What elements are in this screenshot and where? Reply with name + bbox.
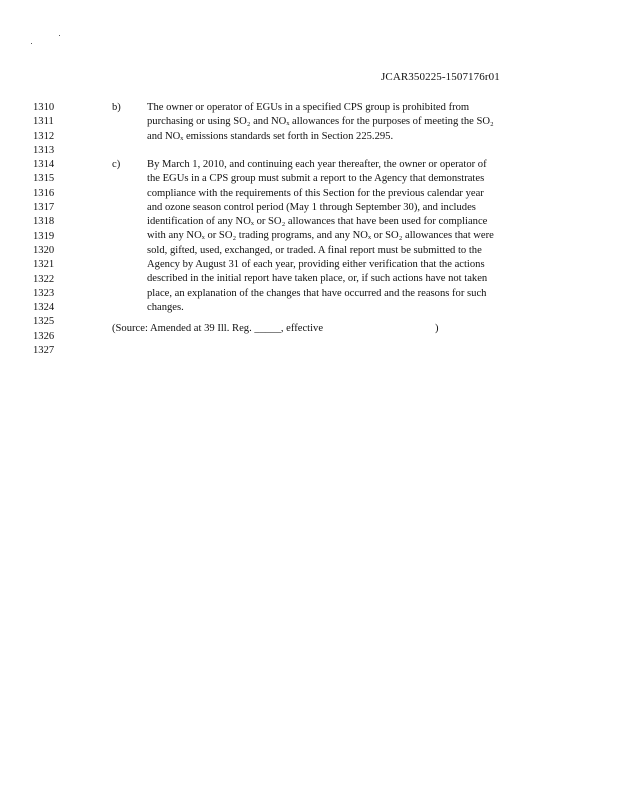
scan-speck: [31, 43, 32, 44]
paragraph-c: [147, 158, 537, 315]
paragraph-c-line: Agency by August 31 of each year, providing either verification that the actions: [147, 259, 485, 271]
line-number: 1310: [33, 102, 55, 113]
line-number: 1314: [33, 159, 55, 171]
line-number: 1324: [33, 302, 55, 314]
paragraph-b-line: purchasing or using SO₂ and NOₓ allowances for the purposes of meeting the SO₂: [147, 116, 494, 128]
paragraph-c-line: compliance with the requirements of this Section for the previous calendar year: [147, 187, 484, 199]
line-number: 1321: [33, 259, 55, 271]
paragraph-c-line: and ozone season control period (May 1 through September 30), and includes: [147, 201, 476, 213]
line-number: 1317: [33, 202, 55, 214]
line-number-column: [33, 101, 54, 358]
line-number: 1311: [33, 116, 54, 128]
paragraph-c-line: with any NOₓ or SO₂ trading programs, and any NOₓ or SO₂ allowances that were: [147, 230, 494, 242]
paragraph-c-line: changes.: [147, 301, 184, 313]
scan-speck: [59, 35, 60, 36]
line-number: 1319: [33, 230, 55, 242]
line-number: 1315: [33, 173, 55, 185]
paragraph-b: [147, 101, 537, 144]
line-number: 1323: [33, 287, 55, 299]
paragraph-b-line: The owner or operator of EGUs in a specified CPS group is prohibited from: [147, 102, 470, 113]
line-number: 1326: [33, 330, 55, 342]
line-number: 1320: [33, 244, 55, 256]
paragraph-c-label: c): [112, 159, 121, 170]
line-number: 1325: [33, 316, 55, 328]
paragraph-c-line: the EGUs in a CPS group must submit a report to the Agency that demonstrates: [147, 173, 485, 185]
paragraph-c-line: described in the initial report have taken place, or, if such actions have not taken: [147, 273, 488, 285]
line-number: 1316: [33, 187, 55, 199]
line-number: 1313: [33, 144, 55, 156]
paragraph-c-line: sold, gifted, used, exchanged, or traded. A final report must be submitted to the: [147, 244, 482, 256]
line-number: 1312: [33, 130, 55, 142]
paragraph-c-line: place, an explanation of the changes that have occurred and the reasons for such: [147, 287, 487, 299]
source-note: (Source: Amended at 39 Ill. Reg. _____, effective: [112, 323, 324, 334]
paragraph-b-label: b): [112, 102, 121, 113]
paragraph-b-line: and NOₓ emissions standards set forth in Section 225.295.: [147, 130, 394, 142]
paragraph-c-line: By March 1, 2010, and continuing each year thereafter, the owner or operator of: [147, 159, 487, 170]
document-code: JCAR350225-1507176r01: [381, 71, 500, 83]
source-note-close: ): [435, 323, 439, 334]
line-number: 1318: [33, 216, 55, 228]
line-number: 1327: [33, 345, 55, 357]
line-number: 1322: [33, 273, 55, 285]
paragraph-c-line: identification of any NOₓ or SO₂ allowances that have been used for compliance: [147, 216, 488, 228]
